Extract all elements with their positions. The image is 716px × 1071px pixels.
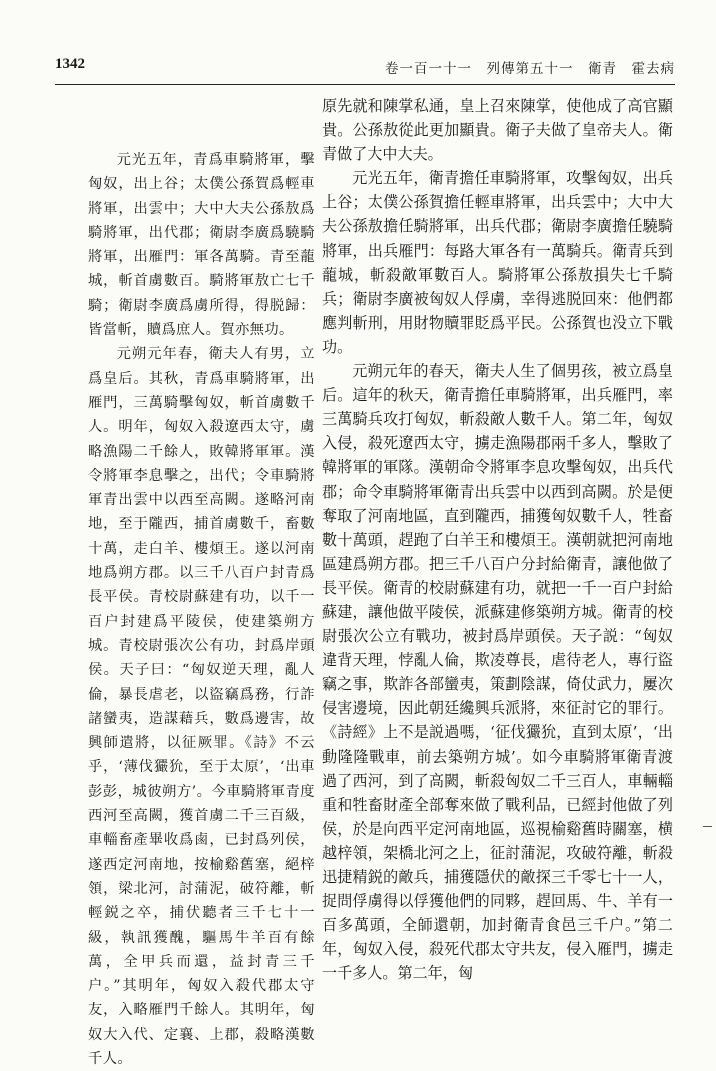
margin-mark (703, 826, 712, 827)
translation-paragraph: 元朔元年的春天，衛夫人生了個男孩，被立爲皇后。這年的秋天，衛青擔任車騎將軍，出兵雁門，率三萬騎兵攻打匈奴，斬殺敵人數千人。第二年，匈奴入侵，殺死遼西太守，擄走漁陽郡兩千多人，擊敗了韓將軍的軍隊。漢朝命令將軍李息攻擊匈奴，出兵代郡；命令車騎將軍衛青出兵雲中以西到高闕。於是便奪取了河南地區，直到隴西，捕獲匈奴數千人，牲畜數十萬頭，趕跑了白羊王和樓煩王。漢朝就把河南地區建爲朔方郡。把三千八百户分封給衛青，讓他做了長平侯。衛青的校尉蘇建有功，就把一千一百户封給蘇建，讓他做平陵侯，派蘇建修築朔方城。衛青的校尉張次公立有戰功，被封爲岸頭侯。天子説：“匈奴違背天理，悖亂人倫，欺凌尊長，虐待老人，專行盜竊之事，欺詐各部蠻夷，策劃陰謀，倚仗武力，屢次侵害邊境，因此朝廷纔興兵派將，來征討它的罪行。《詩經》上不是説過嗎，‘征伐玁狁，直到太原’，‘出動隆隆戰車，前去築朔方城’。如今車騎將軍衛青渡過了西河，到了高闕，斬殺匈奴二千三百人，車輛輜重和牲畜財產全部奪來做了戰利品，已經封他做了列侯，於是向西平定河南地區，巡視榆谿舊時關塞，横越梓領，架橋北河之上，征討蒲泥，攻破符離，斬殺迅捷精鋭的敵兵，捕獲隱伏的敵探三千零七十一人，捉問俘虜得以俘獲他們的同夥，趕回馬、牛、羊有一百多萬頭，全師還朝，加封衛青食邑三千户。”第二年，匈奴入侵，殺死代郡太守共友，侵入雁門，擄走一千多人。第二年，匈 (322, 362, 673, 983)
original-paragraph: 元朔元年春，衛夫人有男，立爲皇后。其秋，青爲車騎將軍，出雁門，三萬騎擊匈奴，斬首虜數千人。明年，匈奴入殺遼西太守，虜略漁陽二千餘人，敗韓將軍軍。漢令將軍李息擊之，出代；令車騎將軍青出雲中以西至高闕。遂略河南地，至于隴西，捕首虜數千，畜數十萬，走白羊、樓煩王。遂以河南地爲朔方郡。以三千八百户封青爲長平侯。青校尉蘇建有功，以千一百户封建爲平陵侯，使建築朔方城。青校尉張次公有功，封爲岸頭侯。天子曰：“匈奴逆天理，亂人倫，暴長虐老，以盜竊爲務，行詐諸蠻夷，造謀藉兵，數爲邊害，故興師遣將，以征厥罪。《詩》不云乎，‘薄伐玁狁，至于太原’，‘出車彭彭，城彼朔方’。今車騎將軍青度西河至高闕，獲首虜二千三百級，車輜畜產畢收爲鹵，已封爲列侯，遂西定河南地，按榆谿舊塞，絕梓領，梁北河，討蒲泥，破符離，斬輕鋭之卒，捕伏聽者三千七十一級，執訊獲醜，驅馬牛羊百有餘萬，全甲兵而還，益封青三千户。”其明年，匈奴入殺代郡太守友，入略雁門千餘人。其明年，匈奴大入代、定襄、上郡，殺略漢數千人。 (88, 346, 315, 1067)
translation-column (322, 94, 673, 985)
original-text-column (88, 148, 315, 1071)
original-paragraph: 元光五年，青爲車騎將軍，擊匈奴，出上谷；太僕公孫賀爲輕車將軍，出雲中；大中大夫公孫敖爲騎將軍，出代郡；衛尉李廣爲驍騎將軍，出雁門：軍各萬騎。青至蘢城，斬首虜數百。騎將軍敖亡七千騎；衛尉李廣爲虜所得，得脱歸：皆當斬，贖爲庶人。賀亦無功。 (88, 152, 315, 339)
translation-paragraph: 元光五年，衛青擔任車騎將軍，攻擊匈奴，出兵上谷；太僕公孫賀擔任輕車將軍，出兵雲中；大中大夫公孫敖擔任騎將軍，出兵代郡；衛尉李廣擔任驍騎將軍，出兵雁門：每路大軍各有一萬騎兵。衛青兵到蘢城，斬殺敵軍數百人。騎將軍公孫敖損失七千騎兵；衛尉李廣被匈奴人俘虜，幸得逃脱回來：他們都應判斬刑，用財物贖罪貶爲平民。公孫賀也没立下戰功。 (322, 169, 673, 356)
page-number: 1342 (55, 56, 85, 72)
translation-paragraph: 原先就和陳掌私通，皇上召來陳掌，使他成了高官顯貴。公孫敖從此更加顯貴。衛子夫做了皇帝夫人。衛青做了大中大夫。 (322, 97, 673, 164)
header-rule (55, 84, 675, 85)
page-header (55, 56, 675, 80)
running-title: 卷一百一十一 列傳第五十一 衛青 霍去病 (385, 61, 675, 77)
